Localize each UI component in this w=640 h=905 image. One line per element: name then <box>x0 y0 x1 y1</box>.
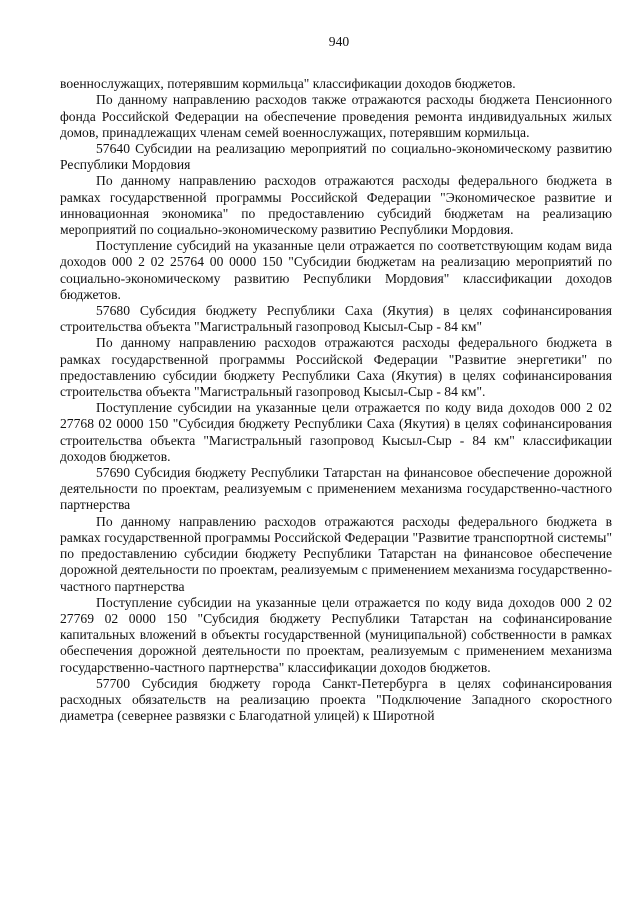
paragraph-continuation: военнослужащих, потерявшим кормильца" классификации доходов бюджетов. <box>60 76 516 92</box>
paragraph-57640-expenses: По данному направлению расходов отражаются расходы федерального бюджета в рамках государственной программы Российской Федерации "Экономическое развитие и инновационная экономика" по предоставлению субсидий бюджетам на реализацию мероприятий по социально-экономическому развитию Республики Мордовия. <box>60 173 612 238</box>
page-number: 940 <box>328 34 350 49</box>
paragraph-57640-income: Поступление субсидий на указанные цели отражается по соответствующим кодам вида доходов 000 2 02 25764 00 0000 150 "Субсидии бюджетам на реализацию мероприятий по социально-экономическому развитию Республики Мордовия" классификации доходов бюджетов. <box>60 238 612 302</box>
section-heading-57690: 57690 Субсидия бюджету Республики Татарстан на финансовое обеспечение дорожной деятельности по проектам, реализуемым с применением механизма государственно-частного партнерства <box>60 465 612 513</box>
paragraph-57680-income: Поступление субсидии на указанные цели отражается по коду вида доходов 000 2 02 27768 02 0000 150 "Субсидия бюджету Республики Саха (Якутия) в целях софинансирования строительства объекта "Магистральный газопровод Кысыл-Сыр - 84 км" классификации доходов бюджетов. <box>60 400 612 464</box>
section-heading-57640: 57640 Субсидии на реализацию мероприятий по социально-экономическому развитию Республики Мордовия <box>60 141 612 173</box>
paragraph-57690-income: Поступление субсидии на указанные цели отражается по коду вида доходов 000 2 02 27769 02 0000 150 "Субсидия бюджету Республики Татарстан на софинансирование капитальных вложений в объекты государственной (муниципальной) собственности в рамках обеспечения дорожной деятельности по проектам, реализуемым с применением механизма государственно-частного партнерства" классификации доходов бюджетов. <box>60 594 612 675</box>
section-heading-57680: 57680 Субсидия бюджету Республики Саха (Якутия) в целях софинансирования строительства объекта "Магистральный газопровод Кысыл-Сыр - 84 км" <box>60 303 612 335</box>
paragraph-57680-expenses: По данному направлению расходов отражаются расходы федерального бюджета в рамках государственной программы Российской Федерации "Развитие энергетики" по предоставлению субсидии бюджету Республики Саха (Якутия) в целях софинансирования строительства объекта "Магистральный газопровод Кысыл-Сыр - 84 км". <box>60 335 612 400</box>
paragraph-pension-fund: По данному направлению расходов также отражаются расходы бюджета Пенсионного фонда Российской Федерации на обеспечение проведения ремонта индивидуальных жилых домов, принадлежащих членам семей военнослужащих, потерявшим кормильца. <box>60 92 612 140</box>
paragraph-57690-expenses: По данному направлению расходов отражаются расходы федерального бюджета в рамках государственной программы Российской Федерации "Развитие транспортной системы" по предоставлению субсидии бюджету Республики Татарстан на финансовое обеспечение дорожной деятельности по проектам, реализуемым с применением механизма государственно-частного партнерства <box>60 513 612 594</box>
section-heading-57700: 57700 Субсидия бюджету города Санкт-Петербурга в целях софинансирования расходных обязательств на реализацию проекта "Подключение Западного скоростного диаметра (севернее развязки с Благодатной улицей) к Широтной <box>60 675 612 724</box>
